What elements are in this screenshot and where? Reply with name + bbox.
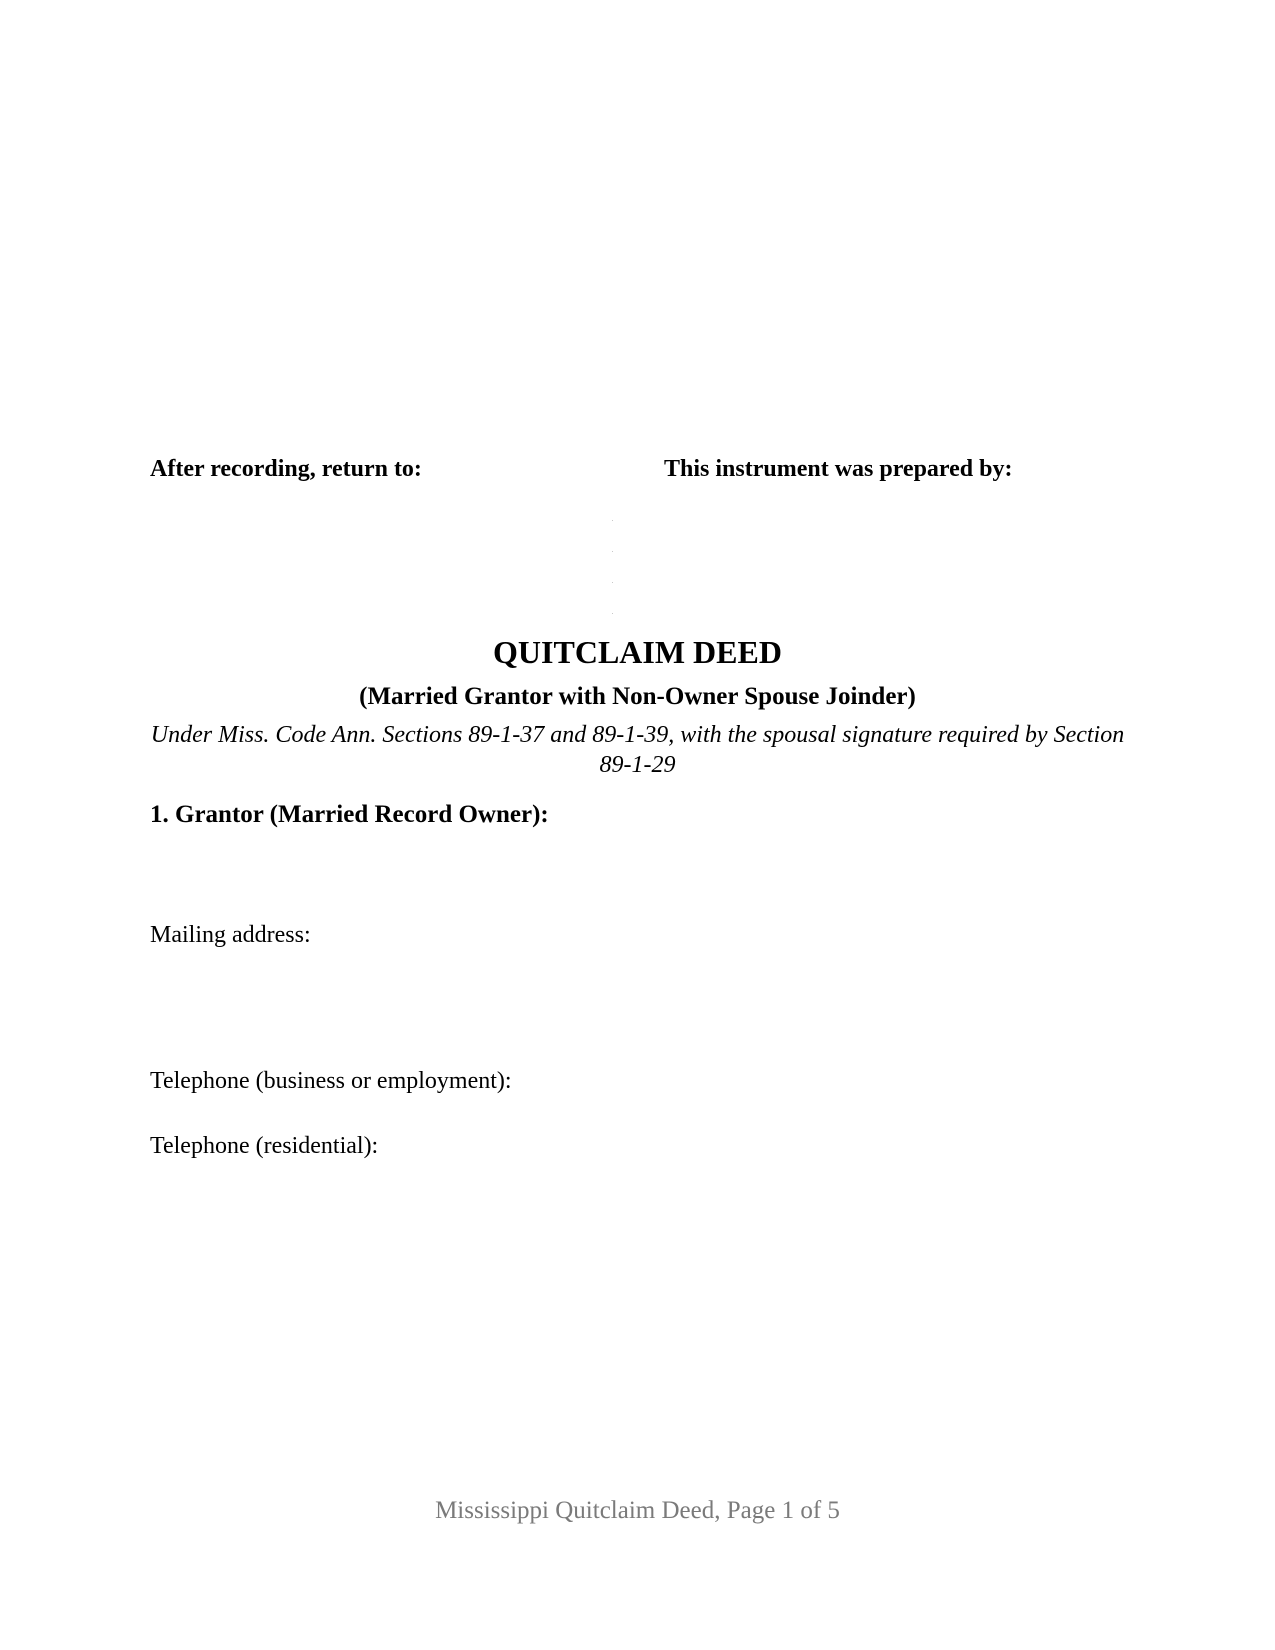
page-footer: Mississippi Quitclaim Deed, Page 1 of 5 xyxy=(435,1497,840,1524)
telephone-residential-label: Telephone (residential): xyxy=(150,1133,379,1159)
divider-dot xyxy=(612,582,613,583)
grantor-section-heading: 1. Grantor (Married Record Owner): xyxy=(150,801,549,828)
return-to-label: After recording, return to: xyxy=(150,456,422,482)
divider-dot xyxy=(612,551,613,552)
document-title: QUITCLAIM DEED xyxy=(493,634,782,670)
divider-dot xyxy=(612,520,613,521)
telephone-business-label: Telephone (business or employment): xyxy=(150,1068,512,1094)
statute-reference: Under Miss. Code Ann. Sections 89-1-37 and 89-1-39, with the spousal signature required by Section 89-1-29 xyxy=(150,722,1125,778)
mailing-address-label: Mailing address: xyxy=(150,922,311,948)
divider-dot xyxy=(612,613,613,614)
prepared-by-label: This instrument was prepared by: xyxy=(664,456,1013,482)
document-subtitle: (Married Grantor with Non-Owner Spouse Joinder) xyxy=(359,683,916,710)
faint-divider-dots xyxy=(612,520,614,644)
